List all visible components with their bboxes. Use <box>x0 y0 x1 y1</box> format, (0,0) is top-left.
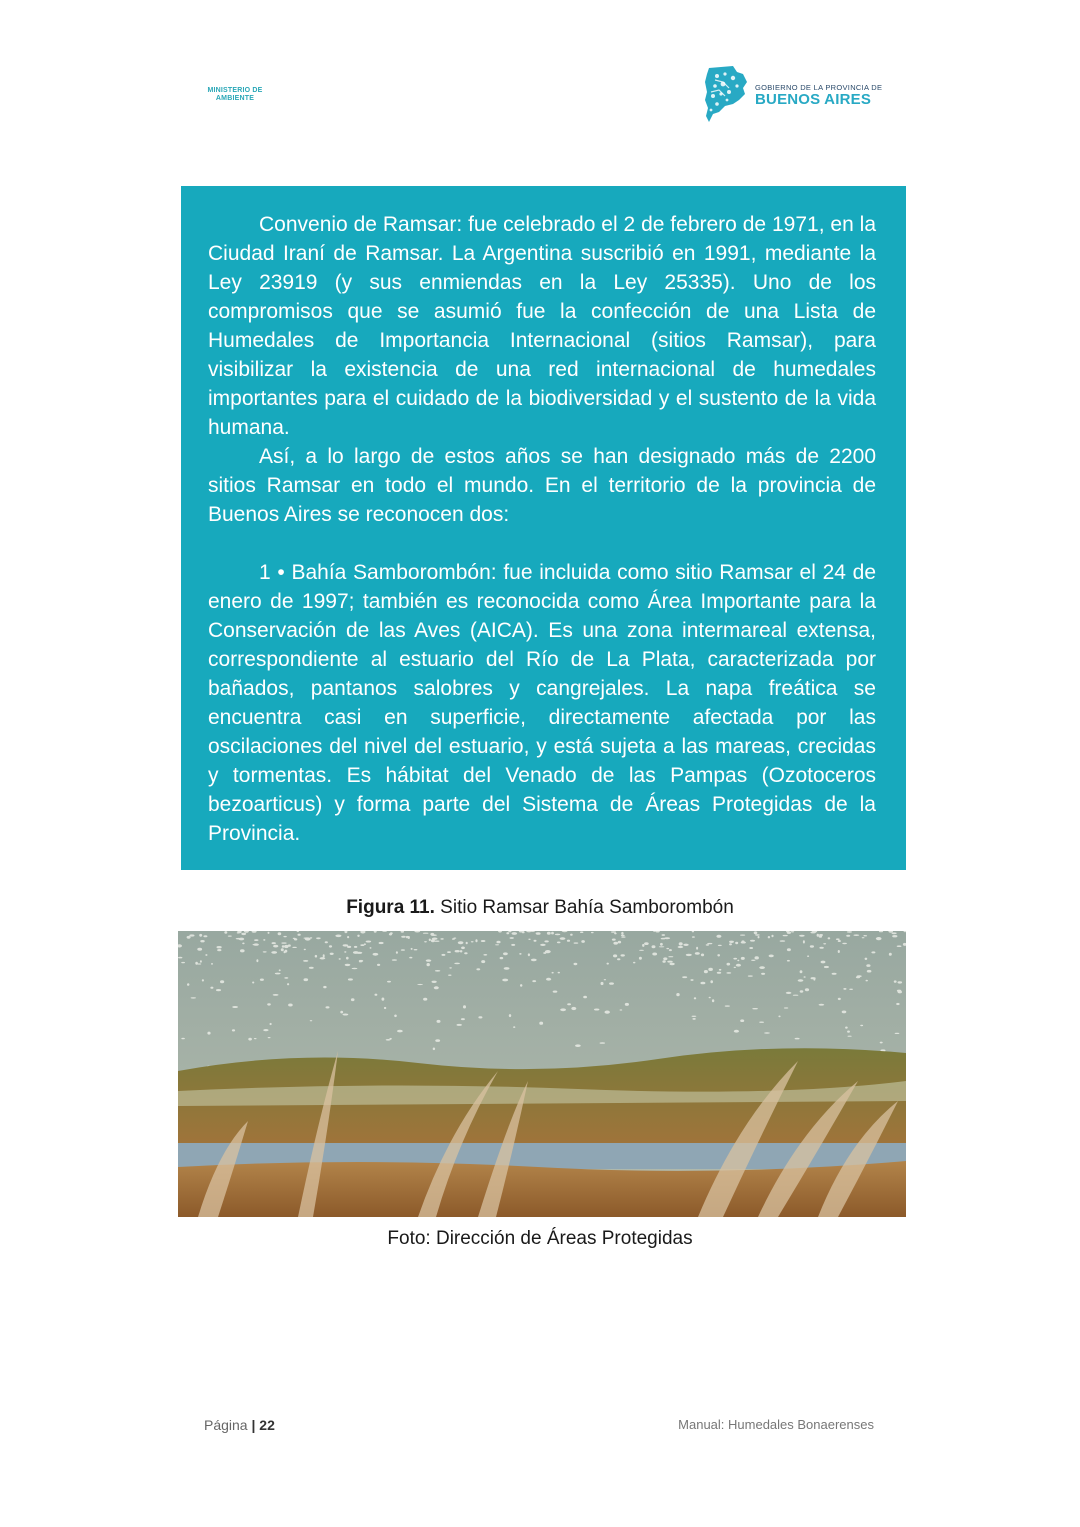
government-logo-line2: BUENOS AIRES <box>755 91 872 108</box>
government-logo <box>703 64 883 126</box>
footer-document-title: Manual: Humedales Bonaerenses <box>678 1417 874 1432</box>
photo-credit: Foto: Dirección de Áreas Protegidas <box>387 1228 693 1249</box>
box-paragraph-3: 1 • Bahía Samborombón: fue incluida como sitio Ramsar el 24 de enero de 1997; también es reconocida como Área Importante para la Conservación de las Aves (AICA). Es una zona intermareal extensa, correspondiente al estuario del Río de La Plata, caracterizada por bañados, pantanos salobres y cangrejales. La napa freática se encuentra casi en superficie, directamente afectada por las oscilaciones del nivel del estuario, y está sujeta a las mareas, crecidas y tormentas. Es hábitat del Venado de las Pampas (Ozotoceros bezoarticus) y forma parte del Sistema de Áreas Protegidas de la Provincia. <box>208 561 876 845</box>
page-number <box>204 1417 275 1433</box>
figure-photo <box>178 931 906 1217</box>
page-number-value: 22 <box>255 1417 275 1433</box>
ministry-logo <box>205 87 265 103</box>
box-paragraph-2: Así, a lo largo de estos años se han designado más de 2200 sitios Ramsar en todo el mundo. En el territorio de la provincia de Buenos Aires se reconocen dos: <box>208 445 876 526</box>
ministry-logo-line1: MINISTERIO DE <box>207 87 263 94</box>
ministry-logo-line2: AMBIENTE <box>215 95 255 102</box>
government-logo-line1: GOBIERNO DE LA PROVINCIA DE <box>755 83 883 92</box>
page-label: Página <box>204 1417 252 1433</box>
figure-title: Sitio Ramsar Bahía Samborombón <box>434 897 734 918</box>
ramsar-info-box <box>181 186 906 870</box>
page-separator: | <box>251 1417 256 1433</box>
province-map-icon <box>703 64 749 124</box>
wetland-photo-illustration <box>178 931 906 1217</box>
figure-caption <box>0 897 1080 919</box>
figure-label: Figura 11. <box>346 897 435 918</box>
box-paragraph-1: Convenio de Ramsar: fue celebrado el 2 de febrero de 1971, en la Ciudad Iraní de Ramsar. La Argentina suscribió en 1991, mediante la Ley 23919 (y sus enmiendas en la Ley 25335). Uno de los compromisos que se asumió fue la confección de una Lista de Humedales de Importancia Internacional (sitios Ramsar), para visibilizar la existencia de una red internacional de humedales importantes para el cuidado de la biodiversidad y el sustento de la vida humana. <box>208 213 876 439</box>
